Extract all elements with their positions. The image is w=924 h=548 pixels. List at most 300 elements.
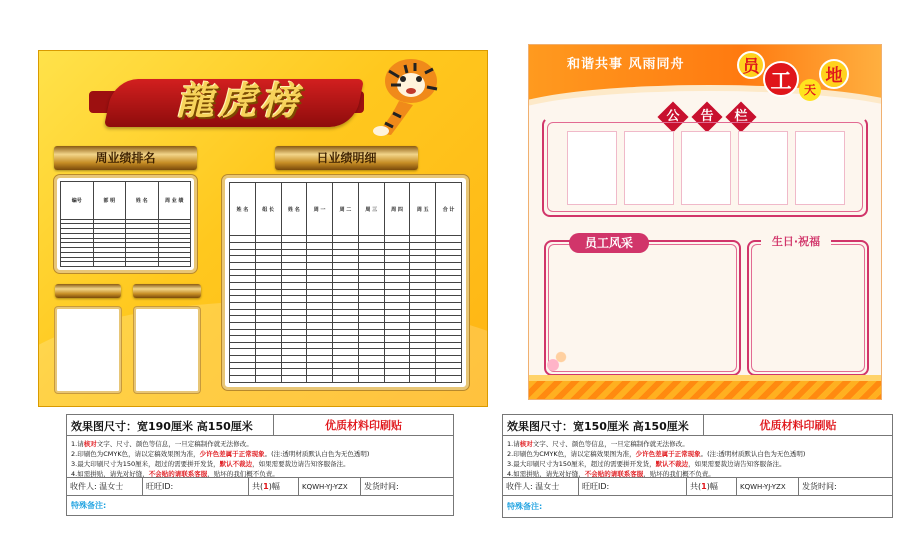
- table-cell[interactable]: [358, 236, 384, 243]
- table-cell[interactable]: [333, 362, 359, 369]
- table-cell[interactable]: [281, 302, 307, 309]
- table-cell[interactable]: [436, 236, 462, 243]
- table-cell[interactable]: [307, 276, 333, 283]
- small-gold-label-2: [133, 284, 201, 298]
- table-cell[interactable]: [230, 302, 256, 309]
- table-row: [230, 249, 462, 256]
- tiger-icon: [369, 51, 449, 136]
- table-cell[interactable]: [255, 282, 281, 289]
- table-cell[interactable]: [281, 296, 307, 303]
- table-header-cell: 姓 名: [281, 183, 307, 236]
- performance-board: [38, 50, 488, 407]
- receiver-cell: 收件人: 温女士: [503, 478, 579, 496]
- corner-char-yuan: 员: [737, 51, 765, 79]
- table-cell[interactable]: [333, 256, 359, 263]
- table-row: [230, 322, 462, 329]
- table-cell[interactable]: [384, 356, 410, 363]
- table-cell[interactable]: [436, 296, 462, 303]
- notice-slot-1: [567, 131, 617, 205]
- count-prefix: 共(: [690, 482, 702, 491]
- table-cell[interactable]: [281, 342, 307, 349]
- table-cell[interactable]: [255, 309, 281, 316]
- table-row: [230, 256, 462, 263]
- table-cell[interactable]: [436, 242, 462, 249]
- table-cell[interactable]: [230, 362, 256, 369]
- wangwang-cell: 旺旺ID:: [143, 478, 249, 496]
- receiver-cell: 收件人: 温女士: [67, 478, 143, 496]
- table-cell[interactable]: [281, 289, 307, 296]
- notice-slot-2: [624, 131, 674, 205]
- table-cell[interactable]: [230, 376, 256, 383]
- quality-text: 优质材料印刷贴: [703, 415, 892, 436]
- staff-label: 员工风采: [569, 233, 649, 253]
- table-row: [230, 336, 462, 343]
- table-cell[interactable]: [281, 262, 307, 269]
- table-cell[interactable]: [333, 322, 359, 329]
- table-cell[interactable]: [358, 302, 384, 309]
- spec-notes: [71, 439, 369, 479]
- table-cell[interactable]: [410, 336, 436, 343]
- wangwang-cell: 旺旺ID:: [579, 478, 687, 496]
- table-cell[interactable]: [384, 309, 410, 316]
- table-row: [230, 262, 462, 269]
- table-cell[interactable]: [358, 322, 384, 329]
- photo-panel-1: [55, 307, 121, 393]
- note-text: 3.最大印刷尺寸为150厘米，超过的需要拼开发货，: [71, 460, 220, 468]
- note-text: 1.请: [71, 440, 84, 448]
- table-cell[interactable]: [410, 262, 436, 269]
- table-cell[interactable]: [281, 249, 307, 256]
- table-cell[interactable]: [384, 242, 410, 249]
- note-line: [507, 439, 805, 449]
- table-cell[interactable]: [255, 236, 281, 243]
- note-highlight: 默认不裁边: [655, 460, 689, 468]
- table-cell[interactable]: [281, 376, 307, 383]
- table-cell[interactable]: [230, 349, 256, 356]
- table-header-cell: 姓 名: [230, 183, 256, 236]
- table-cell[interactable]: [384, 302, 410, 309]
- table-cell[interactable]: [307, 262, 333, 269]
- table-cell[interactable]: [230, 269, 256, 276]
- table-cell[interactable]: [307, 242, 333, 249]
- table-cell[interactable]: [230, 296, 256, 303]
- table-cell[interactable]: [436, 289, 462, 296]
- table-row: [230, 369, 462, 376]
- table-cell[interactable]: [384, 329, 410, 336]
- table-cell[interactable]: [384, 249, 410, 256]
- table-cell[interactable]: [307, 322, 333, 329]
- count-cell: [249, 478, 299, 496]
- table-row: [230, 289, 462, 296]
- table-cell[interactable]: [384, 342, 410, 349]
- table-cell[interactable]: [358, 369, 384, 376]
- table-row: [230, 296, 462, 303]
- table-cell[interactable]: [281, 256, 307, 263]
- daily-detail-frame: [222, 175, 469, 390]
- table-cell[interactable]: [333, 336, 359, 343]
- table-cell[interactable]: [281, 276, 307, 283]
- spec-header-row: [67, 415, 453, 436]
- table-cell[interactable]: [255, 242, 281, 249]
- table-cell[interactable]: [436, 349, 462, 356]
- table-cell[interactable]: [436, 316, 462, 323]
- size-text: 效果图尺寸：宽150厘米 高150厘米: [507, 420, 689, 433]
- table-cell[interactable]: [384, 269, 410, 276]
- note-highlight: 不会贴的请联系客服: [584, 470, 644, 478]
- table-cell[interactable]: [307, 329, 333, 336]
- count-suffix: )幅: [706, 482, 718, 491]
- table-cell[interactable]: [410, 349, 436, 356]
- table-cell[interactable]: [384, 256, 410, 263]
- table-cell[interactable]: [358, 296, 384, 303]
- table-cell[interactable]: [333, 342, 359, 349]
- table-cell[interactable]: [307, 269, 333, 276]
- note-line: [71, 459, 369, 469]
- table-cell[interactable]: [230, 256, 256, 263]
- table-cell[interactable]: [410, 269, 436, 276]
- note-text: 1.请: [507, 440, 520, 448]
- table-cell[interactable]: [230, 316, 256, 323]
- table-cell[interactable]: [358, 376, 384, 383]
- table-cell[interactable]: [410, 356, 436, 363]
- table-cell[interactable]: [384, 276, 410, 283]
- count-prefix: 共(: [252, 482, 264, 491]
- table-cell[interactable]: [255, 356, 281, 363]
- slogan: 和谐共事 风雨同舟: [567, 57, 685, 72]
- note-text: 3.最大印刷尺寸为150厘米，超过的需要拼开发货，: [507, 460, 656, 468]
- code-cell: KQWH-YJ-YZX: [299, 478, 361, 496]
- table-cell[interactable]: [333, 309, 359, 316]
- table-cell[interactable]: [307, 316, 333, 323]
- table-cell[interactable]: [436, 362, 462, 369]
- table-cell[interactable]: [307, 356, 333, 363]
- table-cell[interactable]: [255, 262, 281, 269]
- table-cell[interactable]: [358, 309, 384, 316]
- table-cell[interactable]: [384, 369, 410, 376]
- table-cell[interactable]: [255, 256, 281, 263]
- table-cell[interactable]: [436, 249, 462, 256]
- table-row: [230, 362, 462, 369]
- table-cell[interactable]: [307, 256, 333, 263]
- table-cell[interactable]: [255, 349, 281, 356]
- table-cell[interactable]: [436, 302, 462, 309]
- table-row: [230, 349, 462, 356]
- table-cell[interactable]: [307, 249, 333, 256]
- table-cell[interactable]: [410, 362, 436, 369]
- table-header-cell: 周 三: [358, 183, 384, 236]
- staff-frame-inner: [548, 244, 737, 372]
- table-cell[interactable]: [281, 369, 307, 376]
- table-cell[interactable]: [410, 322, 436, 329]
- table-cell[interactable]: [255, 316, 281, 323]
- table-cell[interactable]: [281, 316, 307, 323]
- birthday-label: 生日·祝福: [761, 234, 831, 250]
- table-row: [230, 316, 462, 323]
- table-cell[interactable]: [281, 349, 307, 356]
- table-cell[interactable]: [255, 276, 281, 283]
- table-header-cell: 组 长: [255, 183, 281, 236]
- table-cell[interactable]: [358, 256, 384, 263]
- table-cell[interactable]: [281, 322, 307, 329]
- notice-char-gong: 公: [666, 109, 680, 124]
- table-cell[interactable]: [230, 249, 256, 256]
- table-cell[interactable]: [307, 296, 333, 303]
- corner-char-tian: 天: [799, 79, 821, 101]
- table-cell[interactable]: [281, 242, 307, 249]
- spec-header-row: [503, 415, 892, 436]
- table-cell[interactable]: [436, 342, 462, 349]
- table-cell[interactable]: [333, 249, 359, 256]
- table-cell[interactable]: [255, 302, 281, 309]
- table-cell[interactable]: [307, 289, 333, 296]
- table-cell[interactable]: [307, 376, 333, 383]
- table-cell[interactable]: [410, 329, 436, 336]
- table-cell[interactable]: [93, 262, 126, 267]
- table-cell[interactable]: [333, 276, 359, 283]
- table-cell[interactable]: [255, 249, 281, 256]
- quality-text: 优质材料印刷贴: [273, 415, 453, 436]
- table-row: [230, 276, 462, 283]
- table-row: [230, 329, 462, 336]
- table-row: [230, 342, 462, 349]
- table-row: [61, 262, 191, 267]
- table-cell[interactable]: [436, 309, 462, 316]
- table-cell[interactable]: [410, 242, 436, 249]
- table-cell[interactable]: [333, 296, 359, 303]
- spec-info-row: [67, 477, 453, 496]
- table-cell[interactable]: [255, 369, 281, 376]
- table-cell[interactable]: [281, 269, 307, 276]
- spec-card-1: [66, 414, 454, 516]
- table-cell[interactable]: [307, 349, 333, 356]
- table-cell[interactable]: [307, 302, 333, 309]
- table-cell[interactable]: [410, 249, 436, 256]
- table-cell[interactable]: [333, 369, 359, 376]
- table-cell[interactable]: [384, 289, 410, 296]
- daily-detail-table: [229, 182, 462, 383]
- table-cell[interactable]: [358, 356, 384, 363]
- count-value: 1: [263, 482, 269, 491]
- table-cell[interactable]: [126, 262, 159, 267]
- table-cell[interactable]: [436, 276, 462, 283]
- table-cell[interactable]: [410, 376, 436, 383]
- table-cell[interactable]: [436, 376, 462, 383]
- note-text: ，如果需要裁边请告知客服备注。: [688, 460, 786, 468]
- notice-slot-5: [795, 131, 845, 205]
- table-cell[interactable]: [333, 242, 359, 249]
- table-cell[interactable]: [384, 322, 410, 329]
- ship-time-cell: 发货时间:: [802, 482, 837, 491]
- table-cell[interactable]: [384, 362, 410, 369]
- table-header-cell: 周 二: [333, 183, 359, 236]
- table-cell[interactable]: [358, 282, 384, 289]
- table-cell[interactable]: [281, 336, 307, 343]
- special-remark: 特殊备注:: [71, 501, 107, 510]
- table-cell[interactable]: [255, 342, 281, 349]
- note-text: ，贴坏的我们概不负责。: [207, 470, 279, 478]
- table-cell[interactable]: [255, 322, 281, 329]
- table-cell[interactable]: [307, 336, 333, 343]
- table-cell[interactable]: [333, 349, 359, 356]
- table-cell[interactable]: [255, 269, 281, 276]
- table-cell[interactable]: [358, 262, 384, 269]
- table-cell[interactable]: [307, 282, 333, 289]
- table-cell[interactable]: [230, 329, 256, 336]
- table-cell[interactable]: [281, 329, 307, 336]
- table-cell[interactable]: [384, 316, 410, 323]
- table-cell[interactable]: [384, 282, 410, 289]
- table-cell[interactable]: [358, 362, 384, 369]
- count-suffix: )幅: [268, 482, 280, 491]
- table-cell[interactable]: [358, 289, 384, 296]
- table-cell[interactable]: [436, 329, 462, 336]
- table-row: [230, 242, 462, 249]
- note-line: [507, 449, 805, 459]
- note-line: [507, 459, 805, 469]
- table-cell[interactable]: [230, 242, 256, 249]
- table-row: [230, 376, 462, 383]
- table-header-cell: 部 明: [93, 182, 126, 220]
- table-cell[interactable]: [333, 262, 359, 269]
- count-value: 1: [701, 482, 707, 491]
- table-cell[interactable]: [333, 236, 359, 243]
- table-cell[interactable]: [410, 316, 436, 323]
- table-cell[interactable]: [230, 236, 256, 243]
- table-cell[interactable]: [281, 362, 307, 369]
- table-row: [230, 356, 462, 363]
- table-cell[interactable]: [333, 356, 359, 363]
- table-cell[interactable]: [436, 282, 462, 289]
- table-cell[interactable]: [384, 376, 410, 383]
- table-cell[interactable]: [230, 276, 256, 283]
- notice-char-gao: 告: [700, 109, 714, 124]
- table-header-cell: 合 计: [436, 183, 462, 236]
- note-text: 文字、尺寸、颜色等信息，一旦定稿制作就无法修改。: [96, 440, 253, 448]
- table-cell[interactable]: [436, 262, 462, 269]
- table-cell[interactable]: [333, 329, 359, 336]
- note-line: [71, 449, 369, 459]
- table-cell[interactable]: [358, 342, 384, 349]
- table-cell[interactable]: [436, 369, 462, 376]
- table-cell[interactable]: [333, 269, 359, 276]
- table-cell[interactable]: [436, 322, 462, 329]
- table-cell[interactable]: [358, 336, 384, 343]
- table-cell[interactable]: [307, 369, 333, 376]
- note-text: 文字、尺寸、颜色等信息，一旦定稿制作就无法修改。: [532, 440, 689, 448]
- table-cell[interactable]: [358, 242, 384, 249]
- table-cell[interactable]: [255, 336, 281, 343]
- table-cell[interactable]: [333, 289, 359, 296]
- table-cell[interactable]: [61, 262, 94, 267]
- table-cell[interactable]: [255, 376, 281, 383]
- table-cell[interactable]: [307, 236, 333, 243]
- table-cell[interactable]: [307, 342, 333, 349]
- table-cell[interactable]: [358, 316, 384, 323]
- table-cell[interactable]: [230, 336, 256, 343]
- note-text: 4.如需拼贴，请先对好缝，: [507, 470, 585, 478]
- table-cell[interactable]: [230, 309, 256, 316]
- table-header-row: [230, 183, 462, 236]
- note-text: 4.如需拼贴，请先对好缝，: [71, 470, 149, 478]
- table-cell[interactable]: [358, 249, 384, 256]
- table-cell[interactable]: [410, 369, 436, 376]
- notice-slot-3: [681, 131, 731, 205]
- table-cell[interactable]: [410, 342, 436, 349]
- table-cell[interactable]: [230, 289, 256, 296]
- table-cell[interactable]: [255, 362, 281, 369]
- table-cell[interactable]: [410, 282, 436, 289]
- table-cell[interactable]: [230, 369, 256, 376]
- table-cell[interactable]: [333, 302, 359, 309]
- table-cell[interactable]: [307, 362, 333, 369]
- spec-info-row: [503, 477, 892, 496]
- table-cell[interactable]: [384, 296, 410, 303]
- table-cell[interactable]: [333, 282, 359, 289]
- table-cell[interactable]: [230, 282, 256, 289]
- count-cell: [687, 478, 737, 496]
- table-cell[interactable]: [384, 336, 410, 343]
- table-cell[interactable]: [255, 296, 281, 303]
- table-cell[interactable]: [410, 296, 436, 303]
- weekly-ranking-table: [60, 181, 191, 267]
- ship-time-cell: 发货时间:: [364, 482, 399, 491]
- table-cell[interactable]: [230, 262, 256, 269]
- table-header-cell: 编号: [61, 182, 94, 220]
- table-row: [230, 236, 462, 243]
- table-cell[interactable]: [436, 336, 462, 343]
- table-cell[interactable]: [255, 289, 281, 296]
- table-cell[interactable]: [333, 316, 359, 323]
- table-cell[interactable]: [358, 269, 384, 276]
- table-cell[interactable]: [410, 289, 436, 296]
- table-cell[interactable]: [281, 356, 307, 363]
- table-cell[interactable]: [384, 262, 410, 269]
- table-cell[interactable]: [410, 236, 436, 243]
- table-cell[interactable]: [307, 309, 333, 316]
- table-cell[interactable]: [436, 256, 462, 263]
- table-cell[interactable]: [281, 236, 307, 243]
- table-cell[interactable]: [410, 302, 436, 309]
- table-cell[interactable]: [410, 256, 436, 263]
- size-text: 效果图尺寸：宽190厘米 高150厘米: [71, 420, 253, 433]
- table-cell[interactable]: [230, 342, 256, 349]
- note-line: [71, 439, 369, 449]
- table-cell[interactable]: [436, 356, 462, 363]
- table-cell[interactable]: [255, 329, 281, 336]
- corner-char-gong: 工: [763, 61, 799, 97]
- table-cell[interactable]: [358, 276, 384, 283]
- note-text: 2.印刷色为CMYK色，请以定稿效果图为准，: [507, 450, 636, 458]
- table-cell[interactable]: [410, 276, 436, 283]
- note-highlight: 默认不裁边: [219, 460, 253, 468]
- table-cell[interactable]: [410, 309, 436, 316]
- table-cell[interactable]: [358, 329, 384, 336]
- table-cell[interactable]: [384, 349, 410, 356]
- note-text: 。(注:透明材质默认白色为无色透明): [264, 450, 370, 458]
- board-title: 龍虎榜: [175, 78, 302, 123]
- notice-board: [528, 44, 882, 400]
- table-header-cell: 周 五: [410, 183, 436, 236]
- table-cell[interactable]: [230, 322, 256, 329]
- table-cell[interactable]: [281, 282, 307, 289]
- table-cell[interactable]: [281, 309, 307, 316]
- table-cell[interactable]: [436, 269, 462, 276]
- table-cell[interactable]: [230, 356, 256, 363]
- table-cell[interactable]: [358, 349, 384, 356]
- table-cell[interactable]: [384, 236, 410, 243]
- table-cell[interactable]: [333, 376, 359, 383]
- table-cell[interactable]: [158, 262, 191, 267]
